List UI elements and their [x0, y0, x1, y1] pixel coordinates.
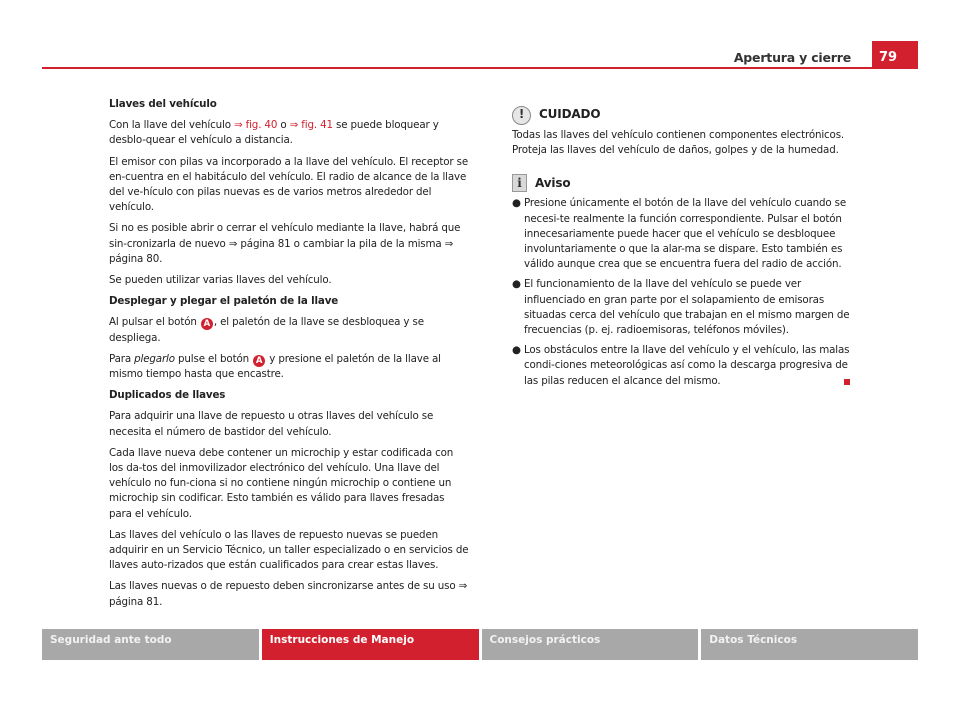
note-title: Aviso [535, 175, 571, 190]
text: Los obstáculos entre la llave del vehículo y el vehículo, las malas condi-ciones meteorológicas así como la descarga progresiva de las pilas reducen el alcance del mismo. [524, 344, 850, 387]
header-rule [42, 67, 918, 69]
bullet-text [524, 343, 852, 389]
bullet-text: Presione únicamente el botón de la llave del vehículo cuando se necesi-te realmente la función correspondiente. Pulsar el botón innecesariamente puede hacer que el vehículo se desbloquee involuntariamente o que la alar-ma se dispare. Esto también es válido aunque crea que se encuentra fuera del radio de acción. [524, 197, 847, 271]
note-header [512, 172, 852, 194]
keys-heading: Llaves del vehículo [109, 98, 217, 110]
list-item [512, 196, 852, 272]
emitter-paragraph: El emisor con pilas va incorporado a la llave del vehículo. El receptor se en-cuentra en el habitáculo del vehículo. El radio de alcance de la llave del ve-hículo con pilas nuevas es de varios metros alrededor del vehículo. [109, 155, 468, 214]
text: Para [109, 352, 135, 365]
left-column [109, 97, 469, 616]
sync-paragraph: Si no es posible abrir o cerrar el vehículo mediante la llave, habrá que sin-cronizarla de nuevo ⇒ página 81 o cambiar la pila de la misma ⇒ página 80. [109, 222, 461, 265]
list-item [512, 277, 852, 338]
button-a-badge: A [253, 355, 265, 367]
service-paragraph: Las llaves del vehículo o las llaves de repuesto nuevas se pueden adquirir en un Servicio Técnico, un taller especializado o en servicios de llaves auto-rizados que están cualificados para crear estas llaves. [109, 528, 469, 572]
text: pulse el botón [174, 352, 253, 365]
duplicates-paragraph: Para adquirir una llave de repuesto u otras llaves del vehículo se necesita el número de bastidor del vehículo. [109, 410, 434, 438]
warning-icon: ! [512, 106, 531, 125]
list-item [512, 343, 852, 389]
right-column [512, 104, 852, 394]
text: Al pulsar el botón [109, 316, 200, 329]
end-of-section-icon [844, 379, 850, 385]
unfold-paragraph [109, 315, 469, 345]
caution-header [512, 104, 852, 126]
tab-datos[interactable]: Datos Técnicos [701, 629, 918, 660]
header-title: Apertura y cierre [733, 50, 851, 65]
text: se puede bloquear y desblo-quear el vehículo a distancia. [109, 119, 439, 147]
synchronize-paragraph: Las llaves nuevas o de repuesto deben sincronizarse antes de su uso ⇒ página 81. [109, 580, 468, 608]
bullet-text: El funcionamiento de la llave del vehículo se puede ver influenciado en gran parte por el solapamiento de emisoras situadas cerca del vehículo que trabajan en el mismo margen de frecuencias (p. ej. radioemisoras, teléfonos móviles). [524, 278, 850, 337]
info-icon: i [512, 174, 527, 192]
multiple-keys-paragraph: Se pueden utilizar varias llaves del vehículo. [109, 274, 332, 287]
bullet-icon: ● [512, 278, 521, 291]
bullet-icon: ● [512, 344, 521, 357]
button-a-badge: A [201, 318, 213, 330]
tab-consejos[interactable]: Consejos prácticos [482, 629, 699, 660]
keys-paragraph [109, 118, 469, 148]
page-number: 79 [872, 41, 918, 69]
microchip-paragraph: Cada llave nueva debe contener un microchip y estar codificada con los da-tos del inmovilizador electrónico del vehículo. Una llave del vehículo no fun-ciona si no contiene ningún microchip o contiene un microchip sin codificar. Esto también es válido para llaves fresadas para el vehículo. [109, 446, 454, 520]
text: Con la llave del vehículo [109, 119, 235, 132]
fig-40-link[interactable]: ⇒ fig. 40 [234, 119, 278, 132]
caution-text: Todas las llaves del vehículo contienen componentes electrónicos. Proteja las llaves del vehículo de daños, golpes y de la humedad. [512, 129, 845, 157]
fig-41-link[interactable]: ⇒ fig. 41 [289, 119, 333, 132]
emphasis: plegarlo [134, 352, 175, 365]
bullet-icon: ● [512, 197, 521, 210]
text: y presione el paletón de la llave al mismo tiempo hasta que encastre. [109, 352, 441, 381]
footer-nav [42, 629, 918, 660]
text: o [277, 119, 290, 132]
text: , el paletón de la llave se desbloquea y se despliega. [109, 316, 424, 344]
caution-title: CUIDADO [539, 107, 601, 122]
duplicates-heading: Duplicados de llaves [109, 389, 226, 402]
tab-instrucciones[interactable]: Instrucciones de Manejo [262, 629, 479, 660]
fold-heading: Desplegar y plegar el paletón de la llave [109, 295, 339, 308]
tab-seguridad[interactable]: Seguridad ante todo [42, 629, 259, 660]
fold-paragraph [109, 352, 469, 382]
